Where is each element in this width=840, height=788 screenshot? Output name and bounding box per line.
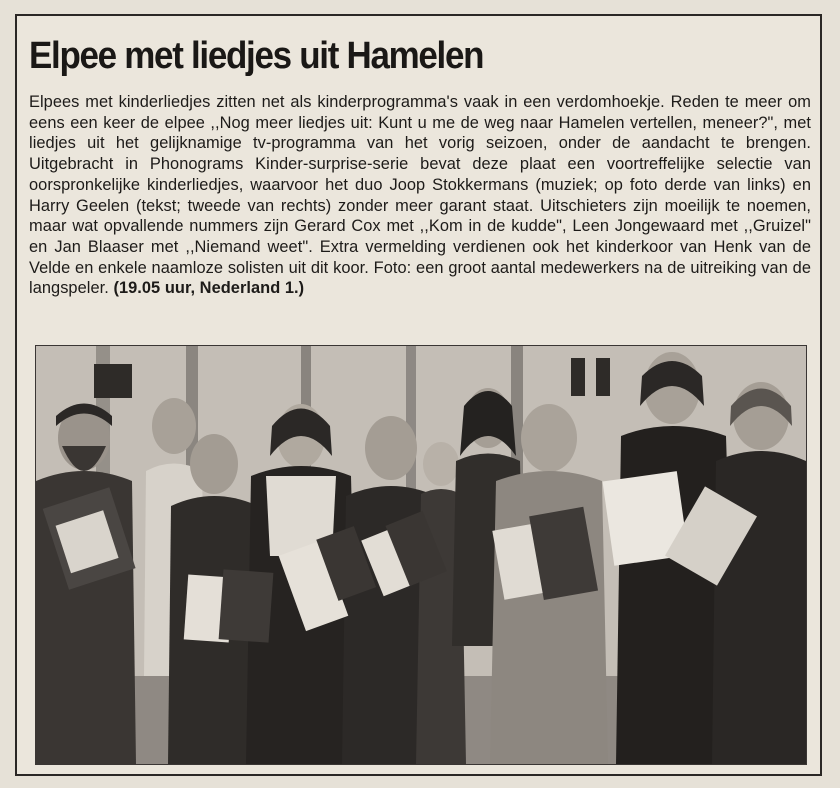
group-photo-illustration: [36, 346, 806, 764]
article-body-text: Elpees met kinderliedjes zitten net als kinderprogramma's vaak in een verdomhoekje. Reden te meer om eens een keer de elpee ,,Nog meer liedjes uit: Kunt u me de weg naar Hamelen vertellen, meneer?", met liedjes uit het gelijknamige tv-programma van het vorig seizoen, onder de aandacht te brengen. Uitgebracht in Phonograms Kinder-surprise-serie bevat deze plaat een voortreffelijke selectie van oorspronkelijke kinderliedjes, waarvoor het duo Joop Stokkermans (muziek; op foto derde van links) en Harry Geelen (tekst; tweede van rechts) zonder meer garant staat. Uitschieters zijn moeilijk te noemen, maar wat opvallende nummers zijn Gerard Cox met ,,Kom in de kudde", Leen Jongewaard met ,,Gruizel" en Jan Blaaser met ,,Niemand weet". Extra vermelding verdienen ook het kinderkoor van Henk van de Velde en enkele naamloze solisten uit dit koor. Foto: een groot aantal medewerkers na de uitreiking van de langspeler.: [29, 93, 811, 298]
article-body: [29, 92, 811, 299]
article-frame: [15, 14, 822, 776]
broadcast-info: (19.05 uur, Nederland 1.): [113, 279, 305, 298]
group-photo: [35, 345, 807, 765]
article-headline: Elpee met liedjes uit Hamelen: [29, 35, 484, 77]
